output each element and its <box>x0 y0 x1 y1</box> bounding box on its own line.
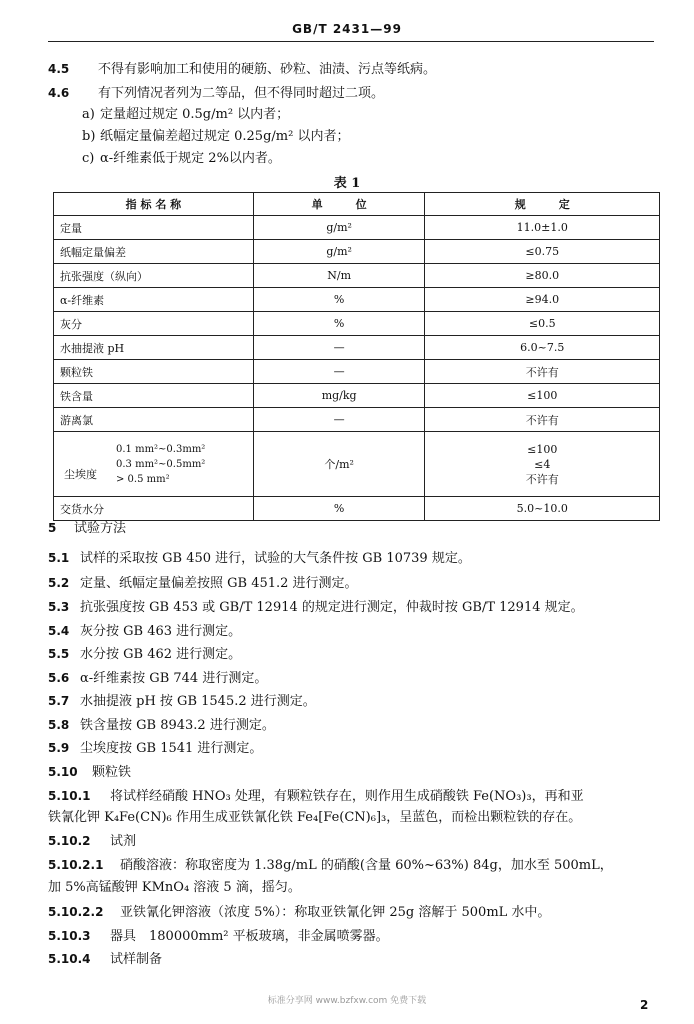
clause-text: 器具 180000mm² 平板玻璃，非金属喷雾器。 <box>110 929 389 944</box>
page-number: 2 <box>640 998 649 1012</box>
clause-text: 铁含量按 GB 8943.2 进行测定。 <box>80 718 275 733</box>
section-5-heading <box>48 519 126 538</box>
clause-4-6 <box>48 84 384 103</box>
clause-text: 水抽提液 pH 按 GB 1545.2 进行测定。 <box>80 694 316 709</box>
row-unit: % <box>253 497 425 521</box>
row-name: α-纤维素 <box>54 288 254 312</box>
clause-text: 加 5%高锰酸钾 KMnO₄ 溶液 5 滴，摇匀。 <box>48 880 301 895</box>
list-item-a <box>82 106 289 124</box>
dirt-range: > 0.5 mm² <box>116 473 170 485</box>
table-row <box>54 408 660 432</box>
clause-number: 5.6 <box>48 671 70 685</box>
clause-5-9 <box>48 739 262 758</box>
row-name: 交货水分 <box>54 497 254 521</box>
clause-text: 试验方法 <box>74 521 127 536</box>
clause-number: 5.9 <box>48 741 70 755</box>
row-name: 定量 <box>54 216 254 240</box>
row-requirement: ≤0.5 <box>425 312 660 336</box>
list-marker: a) <box>82 107 95 122</box>
row-unit: 个/m² <box>253 432 425 497</box>
clause-text: 亚铁氰化钾溶液（浓度 5%）：称取亚铁氰化钾 25g 溶解于 500mL 水中。 <box>120 905 551 920</box>
list-text: 定量超过规定 0.5g/m² 以内者； <box>100 107 290 122</box>
header-rule <box>48 41 654 42</box>
table-row <box>54 240 660 264</box>
clause-5-10-1-cont <box>48 809 581 827</box>
watermark-footer[interactable]: 标准分享网 www.bzfxw.com 免费下载 <box>267 996 427 1006</box>
table-row <box>54 336 660 360</box>
standard-header: GB/T 2431—99 <box>292 22 402 36</box>
clause-5-10-3 <box>48 927 389 946</box>
table-row-dirt <box>54 432 660 497</box>
clause-5-10-2-2 <box>48 903 550 922</box>
table-row <box>54 360 660 384</box>
clause-5-8 <box>48 716 275 735</box>
clause-text: 试样制备 <box>110 952 163 967</box>
row-requirement: 6.0~7.5 <box>425 336 660 360</box>
clause-text: 颗粒铁 <box>92 765 132 780</box>
table-row <box>54 384 660 408</box>
clause-text: 水分按 GB 462 进行测定。 <box>80 647 242 662</box>
row-requirement: 11.0±1.0 <box>425 216 660 240</box>
clause-text: α-纤维素按 GB 744 进行测定。 <box>80 671 268 686</box>
row-name: 灰分 <box>54 312 254 336</box>
clause-text: 铁氰化钾 K₄Fe(CN)₆ 作用生成亚铁氰化铁 Fe₄[Fe(CN)₆]₃，呈蓝色，而检出颗粒铁的存在。 <box>48 810 582 825</box>
clause-5-7 <box>48 692 316 711</box>
clause-number: 5.7 <box>48 694 70 708</box>
clause-text: 抗张强度按 GB 453 或 GB/T 12914 的规定进行测定，仲裁时按 GB/T 12914 规定。 <box>80 600 584 615</box>
clause-text: 定量、纸幅定量偏差按照 GB 451.2 进行测定。 <box>80 576 358 591</box>
row-unit: g/m² <box>253 216 425 240</box>
clause-5-10-2-1 <box>48 856 613 875</box>
row-name: 抗张强度（纵向） <box>54 264 254 288</box>
clause-5-10-2 <box>48 832 136 851</box>
clause-5-1 <box>48 549 471 568</box>
clause-number: 5.5 <box>48 647 70 661</box>
row-unit: % <box>253 312 425 336</box>
clause-number: 5.1 <box>48 551 70 565</box>
clause-number: 4.6 <box>48 86 70 100</box>
row-name: 水抽提液 pH <box>54 336 254 360</box>
row-requirement: ≤100 <box>425 384 660 408</box>
clause-5-4 <box>48 622 241 641</box>
table-header-row <box>54 193 660 216</box>
row-unit: — <box>253 408 425 432</box>
clause-text: 试样的采取按 GB 450 进行，试验的大气条件按 GB 10739 规定。 <box>80 551 471 566</box>
row-requirement: ≥80.0 <box>425 264 660 288</box>
clause-5-10-1 <box>48 787 584 806</box>
table-row <box>54 312 660 336</box>
table-row <box>54 497 660 521</box>
list-marker: b) <box>82 129 96 144</box>
clause-text: 灰分按 GB 463 进行测定。 <box>80 624 242 639</box>
row-requirement: 不许有 <box>425 408 660 432</box>
row-unit: g/m² <box>253 240 425 264</box>
clause-text: 尘埃度按 GB 1541 进行测定。 <box>80 741 263 756</box>
row-requirement: 不许有 <box>525 472 559 486</box>
clause-number: 4.5 <box>48 62 70 76</box>
row-unit: % <box>253 288 425 312</box>
row-name: 颗粒铁 <box>54 360 254 384</box>
column-header: 规 定 <box>425 193 660 216</box>
clause-number: 5.10.2 <box>48 834 91 848</box>
clause-text: 硝酸溶液：称取密度为 1.38g/mL 的硝酸(含量 60%~63%) 84g，加水至 500mL， <box>120 858 613 873</box>
clause-text: 将试样经硝酸 HNO₃ 处理，有颗粒铁存在，则作用生成硝酸铁 Fe(NO₃)₃，再和亚 <box>110 789 584 804</box>
table-caption: 表 1 <box>333 176 361 191</box>
row-unit: N/m <box>253 264 425 288</box>
clause-number: 5.10 <box>48 765 78 779</box>
column-header: 单 位 <box>253 193 425 216</box>
row-name: 纸幅定量偏差 <box>54 240 254 264</box>
row-unit: — <box>253 360 425 384</box>
clause-5-10-2-1-cont <box>48 879 301 897</box>
clause-number: 5.4 <box>48 624 70 638</box>
row-requirement: ≤4 <box>534 457 551 471</box>
clause-number: 5.10.3 <box>48 929 91 943</box>
table-row <box>54 288 660 312</box>
row-requirement: ≤100 <box>527 442 558 456</box>
clause-5-10-4 <box>48 950 162 969</box>
clause-text: 有下列情况者列为二等品，但不得同时超过二项。 <box>98 86 385 101</box>
row-requirement: 5.0~10.0 <box>425 497 660 521</box>
clause-number: 5.10.4 <box>48 952 91 966</box>
spec-table <box>53 192 660 521</box>
clause-text: 试剂 <box>110 834 137 849</box>
clause-5-10 <box>48 763 131 782</box>
row-unit: — <box>253 336 425 360</box>
column-header: 指 标 名 称 <box>54 193 254 216</box>
clause-5-6 <box>48 669 267 688</box>
clause-text: 不得有影响加工和使用的硬筋、砂粒、油渍、污点等纸病。 <box>98 62 437 77</box>
clause-number: 5.3 <box>48 600 70 614</box>
clause-number: 5.8 <box>48 718 70 732</box>
clause-4-5 <box>48 60 436 79</box>
row-name: 游离氯 <box>54 408 254 432</box>
row-unit: mg/kg <box>253 384 425 408</box>
clause-number: 5.10.1 <box>48 789 91 803</box>
clause-number: 5.2 <box>48 576 70 590</box>
clause-number: 5 <box>48 521 57 535</box>
row-requirement: ≤0.75 <box>425 240 660 264</box>
dirt-requirement-cell <box>425 432 660 497</box>
dirt-name-cell <box>54 432 254 497</box>
list-item-c <box>82 150 281 168</box>
list-text: α-纤维素低于规定 2%以内者。 <box>100 151 281 166</box>
clause-5-5 <box>48 645 241 664</box>
table-row <box>54 216 660 240</box>
list-item-b <box>82 128 349 146</box>
list-text: 纸幅定量偏差超过规定 0.25g/m² 以内者； <box>100 129 350 144</box>
row-name: 尘埃度 <box>64 467 97 481</box>
dirt-range: 0.3 mm²~0.5mm² <box>116 458 206 470</box>
clause-number: 5.10.2.2 <box>48 905 104 919</box>
list-marker: c) <box>82 151 95 166</box>
row-requirement: ≥94.0 <box>425 288 660 312</box>
row-requirement: 不许有 <box>425 360 660 384</box>
row-name: 铁含量 <box>54 384 254 408</box>
dirt-range: 0.1 mm²~0.3mm² <box>116 443 206 455</box>
clause-number: 5.10.2.1 <box>48 858 104 872</box>
table-row <box>54 264 660 288</box>
clause-5-3 <box>48 598 584 617</box>
clause-5-2 <box>48 574 358 593</box>
